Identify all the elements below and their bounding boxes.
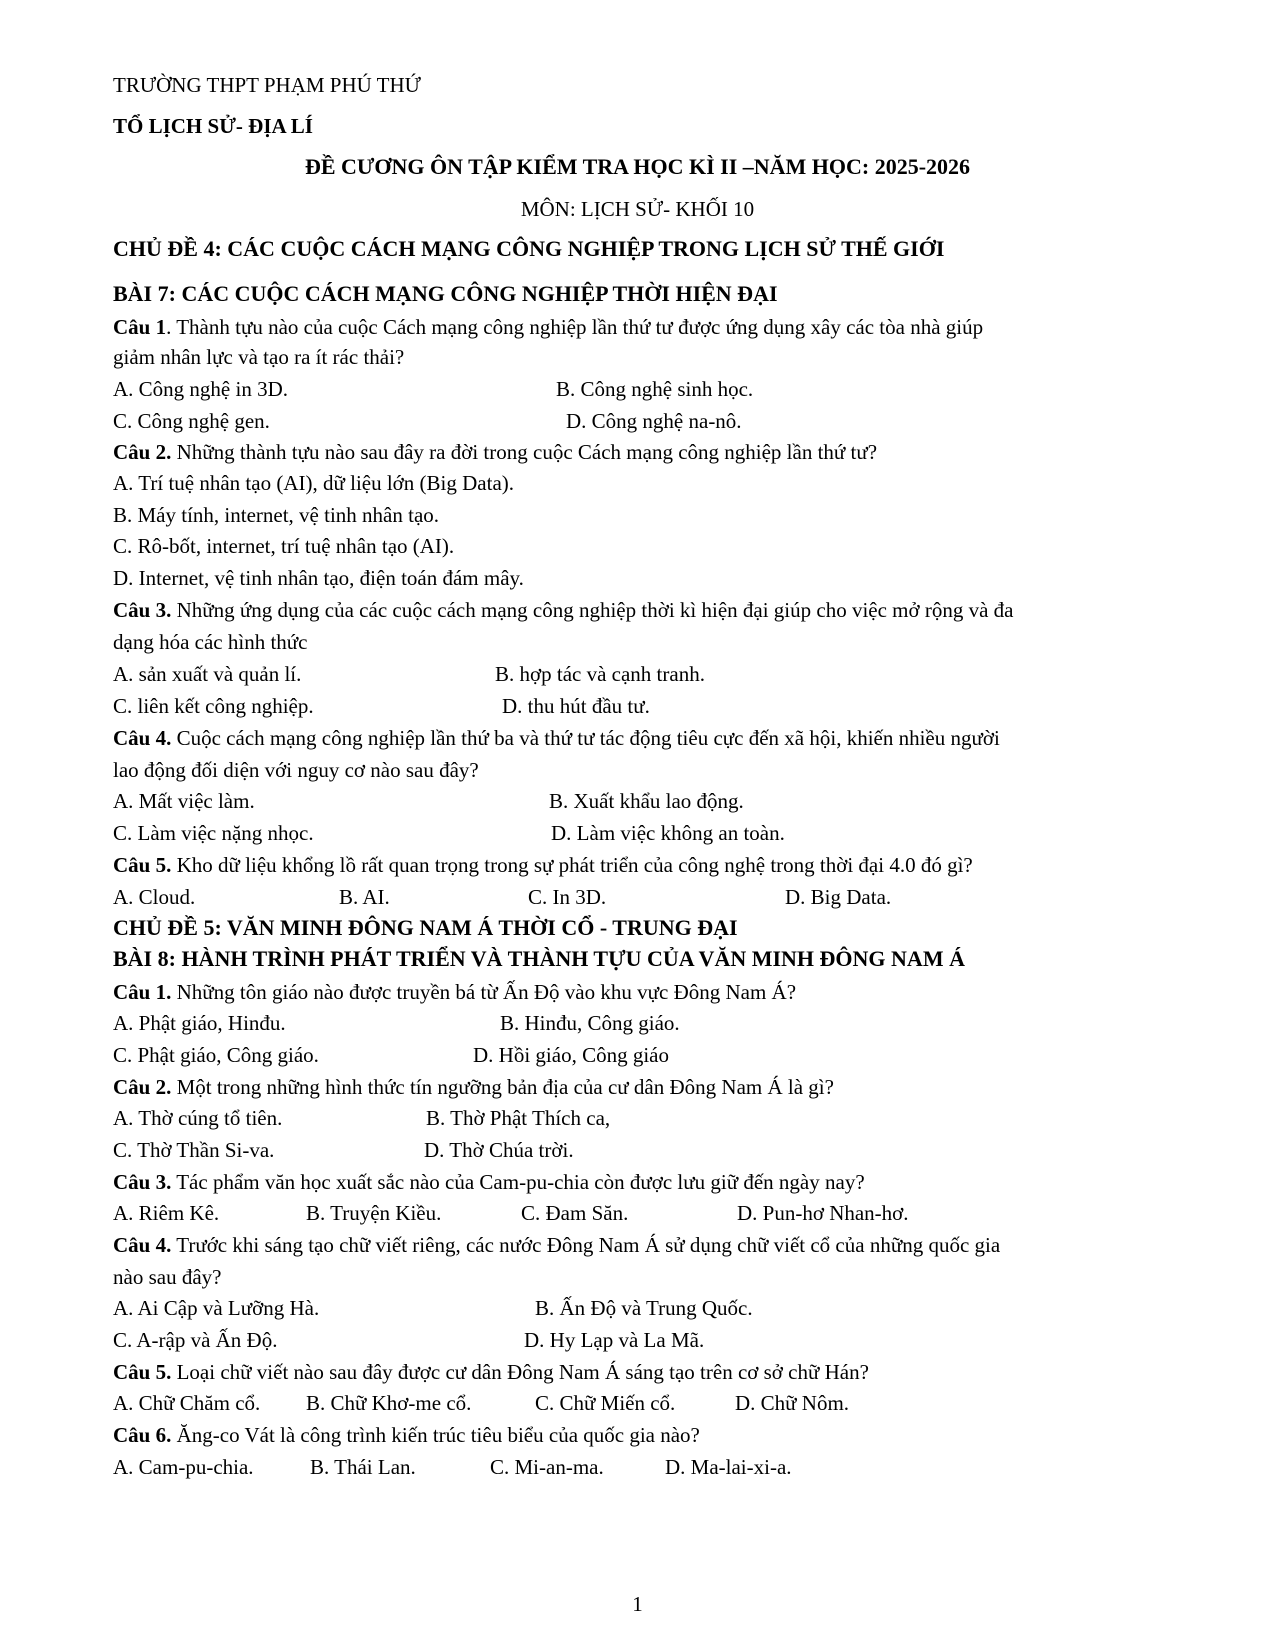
question-6-text: [113, 1421, 700, 1449]
question-text: Một trong những hình thức tín ngưỡng bản địa của cư dân Đông Nam Á là gì?: [171, 1075, 834, 1099]
question-text: . Thành tựu nào của cuộc Cách mạng công nghiệp lần thứ tư được ứng dụng xây các tòa nhà giúp: [166, 315, 984, 339]
question-4-text-cont: lao động đối diện với nguy cơ nào sau đây?: [113, 758, 479, 782]
question-text: Ăng-co Vát là công trình kiến trúc tiêu biểu của quốc gia nào?: [171, 1423, 700, 1447]
option-a: A. sản xuất và quản lí.: [113, 662, 302, 686]
question-text: Cuộc cách mạng công nghiệp lần thứ ba và thứ tư tác động tiêu cực đến xã hội, khiến nhiều người: [171, 726, 1000, 750]
option-a: A. Cloud.: [113, 885, 196, 909]
option-c: C. Đam Săn.: [521, 1201, 629, 1225]
question-1-text: [113, 313, 983, 341]
question-4-text: [113, 724, 1000, 752]
option-b: B. AI.: [339, 885, 390, 909]
question-3-text: [113, 596, 1014, 624]
question-1-text-cont: giảm nhân lực và tạo ra ít rác thải?: [113, 345, 405, 369]
option-d: D. Internet, vệ tinh nhân tạo, điện toán đám mây.: [113, 566, 524, 590]
option-b: B. hợp tác và cạnh tranh.: [495, 662, 705, 686]
subject-line: MÔN: LỊCH SỬ- KHỐI 10: [520, 197, 755, 221]
question-5-text: [113, 1358, 869, 1386]
option-a: A. Cam-pu-chia.: [113, 1455, 254, 1479]
question-5-text: [113, 851, 973, 879]
option-a: A. Công nghệ in 3D.: [113, 377, 288, 401]
question-label: Câu 5.: [113, 853, 172, 877]
question-label: Câu 4.: [113, 726, 172, 750]
lesson-7-heading: BÀI 7: CÁC CUỘC CÁCH MẠNG CÔNG NGHIỆP THỜI HIỆN ĐẠI: [113, 281, 778, 306]
option-a: A. Thờ cúng tổ tiên.: [113, 1106, 283, 1130]
question-label: Câu 1: [113, 315, 167, 339]
topic-4-heading: CHỦ ĐỀ 4: CÁC CUỘC CÁCH MẠNG CÔNG NGHIỆP TRONG LỊCH SỬ THẾ GIỚI: [113, 236, 945, 261]
question-1-text: [113, 978, 796, 1006]
option-b: B. Truyện Kiều.: [306, 1201, 442, 1225]
question-4-text: [113, 1231, 1000, 1259]
question-label: Câu 1.: [113, 980, 172, 1004]
option-d: D. Thờ Chúa trời.: [424, 1138, 574, 1162]
option-a: A. Chữ Chăm cổ.: [113, 1391, 261, 1415]
document-title: ĐỀ CƯƠNG ÔN TẬP KIỂM TRA HỌC KÌ II –NĂM HỌC: 2025-2026: [304, 154, 971, 179]
option-b: B. Chữ Khơ-me cổ.: [306, 1391, 472, 1415]
option-b: B. Máy tính, internet, vệ tinh nhân tạo.: [113, 503, 440, 527]
option-a: A. Mất việc làm.: [113, 789, 255, 813]
option-c: C. Làm việc nặng nhọc.: [113, 821, 314, 845]
option-c: C. Rô-bốt, internet, trí tuệ nhân tạo (AI).: [113, 534, 455, 558]
option-a: A. Phật giáo, Hinđu.: [113, 1011, 286, 1035]
option-c: C. liên kết công nghiệp.: [113, 694, 314, 718]
topic-5-heading: CHỦ ĐỀ 5: VĂN MINH ĐÔNG NAM Á THỜI CỔ - TRUNG ĐẠI: [113, 915, 738, 940]
question-text: Những thành tựu nào sau đây ra đời trong cuộc Cách mạng công nghiệp lần thứ tư?: [171, 440, 878, 464]
option-d: D. Big Data.: [785, 885, 892, 909]
option-c: C. In 3D.: [528, 885, 607, 909]
option-c: C. Phật giáo, Công giáo.: [113, 1043, 319, 1067]
option-a: A. Ai Cập và Lưỡng Hà.: [113, 1296, 320, 1320]
option-b: B. Thái Lan.: [310, 1455, 416, 1479]
question-text: Tác phẩm văn học xuất sắc nào của Cam-pu-chia còn được lưu giữ đến ngày nay?: [171, 1170, 865, 1194]
option-c: C. Chữ Miến cổ.: [535, 1391, 676, 1415]
option-b: B. Công nghệ sinh học.: [556, 377, 754, 401]
question-label: Câu 5.: [113, 1360, 172, 1384]
option-d: D. thu hút đầu tư.: [502, 694, 650, 718]
option-b: B. Ấn Độ và Trung Quốc.: [535, 1296, 753, 1320]
option-c: C. Mi-an-ma.: [490, 1455, 604, 1479]
question-text: Những tôn giáo nào được truyền bá từ Ấn Độ vào khu vực Đông Nam Á?: [171, 980, 797, 1004]
question-text: Trước khi sáng tạo chữ viết riêng, các nước Đông Nam Á sử dụng chữ viết cổ của những quốc gia: [171, 1233, 1001, 1257]
option-d: D. Hy Lạp và La Mã.: [524, 1328, 705, 1352]
option-d: D. Chữ Nôm.: [735, 1391, 850, 1415]
option-a: A. Trí tuệ nhân tạo (AI), dữ liệu lớn (Big Data).: [113, 471, 515, 495]
option-d: D. Công nghệ na-nô.: [566, 409, 742, 433]
option-d: D. Ma-lai-xi-a.: [665, 1455, 792, 1479]
option-b: B. Xuất khẩu lao động.: [549, 789, 744, 813]
question-2-text: [113, 438, 877, 466]
question-label: Câu 4.: [113, 1233, 172, 1257]
question-label: Câu 6.: [113, 1423, 172, 1447]
question-3-text-cont: dạng hóa các hình thức: [113, 630, 308, 654]
option-b: B. Thờ Phật Thích ca,: [426, 1106, 611, 1130]
option-d: D. Làm việc không an toàn.: [551, 821, 785, 845]
question-2-text: [113, 1073, 834, 1101]
lesson-8-heading: BÀI 8: HÀNH TRÌNH PHÁT TRIỂN VÀ THÀNH TỰU CỦA VĂN MINH ĐÔNG NAM Á: [113, 946, 965, 971]
department-name: TỔ LỊCH SỬ- ĐỊA LÍ: [113, 114, 313, 138]
option-c: C. A-rập và Ấn Độ.: [113, 1328, 278, 1352]
school-name: TRƯỜNG THPT PHẠM PHÚ THỨ: [113, 73, 421, 97]
question-text: Những ứng dụng của các cuộc cách mạng công nghiệp thời kì hiện đại giúp cho việc mở rộng và đa: [171, 598, 1014, 622]
option-d: D. Hồi giáo, Công giáo: [473, 1043, 669, 1067]
question-4-text-cont: nào sau đây?: [113, 1265, 222, 1289]
option-c: C. Thờ Thần Si-va.: [113, 1138, 275, 1162]
question-label: Câu 2.: [113, 440, 172, 464]
question-3-text: [113, 1168, 865, 1196]
question-text: Loại chữ viết nào sau đây được cư dân Đông Nam Á sáng tạo trên cơ sở chữ Hán?: [171, 1360, 869, 1384]
question-label: Câu 2.: [113, 1075, 172, 1099]
option-a: A. Riêm Kê.: [113, 1201, 220, 1225]
question-text: Kho dữ liệu khổng lồ rất quan trọng trong sự phát triển của công nghệ trong thời đại 4.0 đó gì?: [171, 853, 973, 877]
page-number: 1: [632, 1592, 643, 1616]
option-d: D. Pun-hơ Nhan-hơ.: [737, 1201, 909, 1225]
option-c: C. Công nghệ gen.: [113, 409, 270, 433]
question-label: Câu 3.: [113, 1170, 172, 1194]
question-label: Câu 3.: [113, 598, 172, 622]
option-b: B. Hinđu, Công giáo.: [500, 1011, 680, 1035]
